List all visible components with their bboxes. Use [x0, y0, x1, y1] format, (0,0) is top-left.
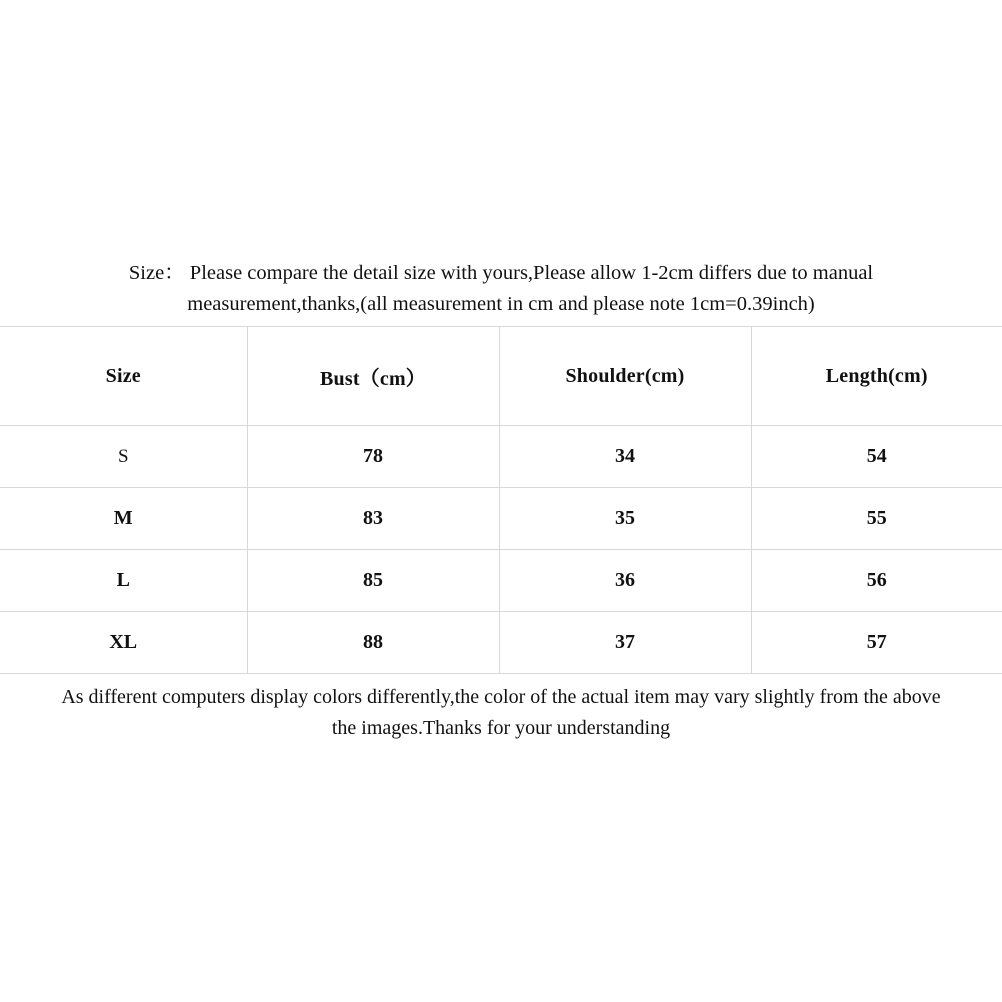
table-row	[0, 426, 1002, 488]
table-header-row	[0, 327, 1002, 426]
column-header-length: Length(cm)	[751, 327, 1002, 426]
cell-shoulder: 34	[499, 426, 751, 488]
intro-line-1: Size： Please compare the detail size with yours,Please allow 1-2cm differs due to manual	[128, 262, 874, 284]
column-header-shoulder: Shoulder(cm)	[499, 327, 751, 426]
cell-length: 56	[751, 550, 1002, 612]
cell-size: M	[0, 488, 247, 550]
cell-shoulder: 36	[499, 550, 751, 612]
cell-length: 54	[751, 426, 1002, 488]
color-disclaimer	[0, 674, 1002, 744]
outro-line-2: the images.Thanks for your understanding	[331, 717, 671, 739]
cell-size: S	[0, 426, 247, 488]
cell-shoulder: 35	[499, 488, 751, 550]
cell-bust: 83	[247, 488, 499, 550]
size-chart-content	[0, 258, 1002, 744]
cell-size: XL	[0, 612, 247, 674]
cell-shoulder: 37	[499, 612, 751, 674]
outro-line-1: As different computers display colors differently,the color of the actual item may vary slightly from the above	[61, 686, 941, 708]
table-row	[0, 612, 1002, 674]
column-header-bust: Bust（cm）	[247, 327, 499, 426]
table-row	[0, 550, 1002, 612]
size-table	[0, 326, 1002, 674]
cell-bust: 85	[247, 550, 499, 612]
intro-line-2: measurement,thanks,(all measurement in cm and please note 1cm=0.39inch)	[187, 293, 815, 315]
cell-length: 57	[751, 612, 1002, 674]
cell-length: 55	[751, 488, 1002, 550]
cell-bust: 78	[247, 426, 499, 488]
table-row	[0, 488, 1002, 550]
intro-note	[0, 258, 1002, 326]
cell-size: L	[0, 550, 247, 612]
column-header-size: Size	[0, 327, 247, 426]
cell-bust: 88	[247, 612, 499, 674]
